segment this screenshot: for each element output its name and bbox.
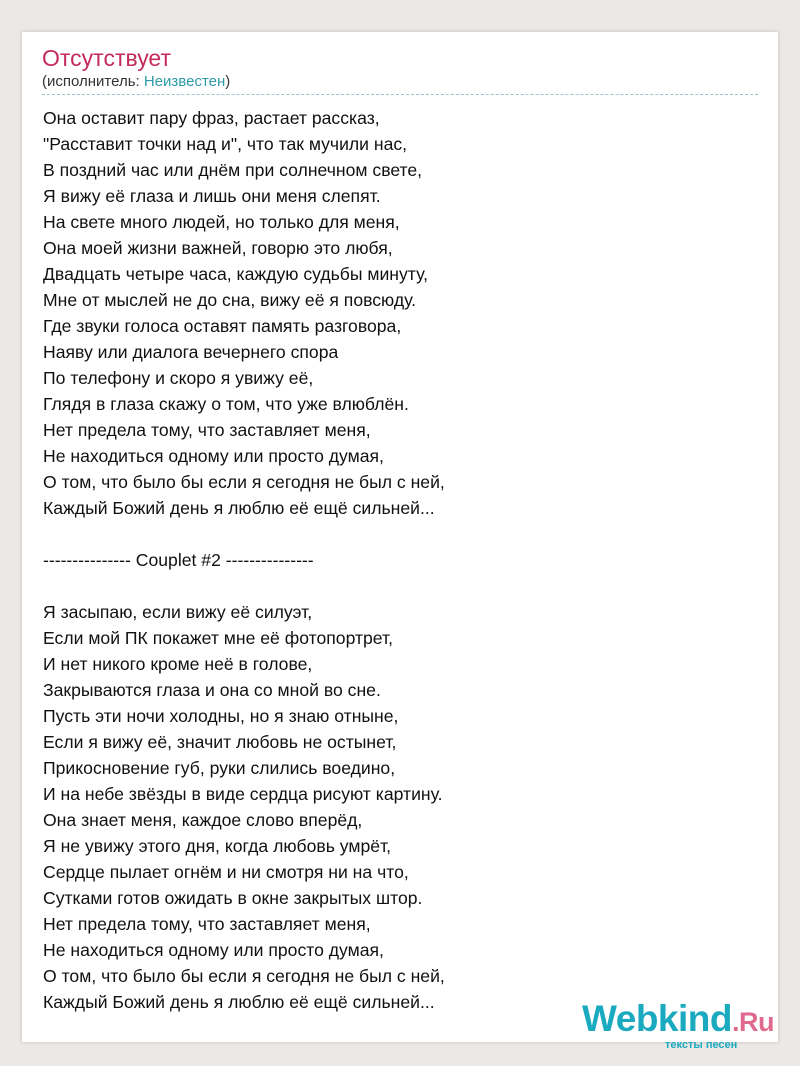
lyric-line: О том, что было бы если я сегодня не был с ней, (43, 472, 445, 492)
lyric-line: И на небе звёзды в виде сердца рисуют картину. (43, 784, 443, 804)
lyric-line: Пусть эти ночи холодны, но я знаю отныне, (43, 706, 399, 726)
subtitle-prefix: (исполнитель: (42, 73, 144, 90)
lyric-line: Если я вижу её, значит любовь не остынет, (43, 732, 397, 752)
lyric-line: Я не увижу этого дня, когда любовь умрёт, (43, 836, 392, 856)
verse-1 (43, 105, 763, 521)
lyric-line: Не находиться одному или просто думая, (43, 446, 384, 466)
lyric-line: Наяву или диалога вечернего спора (43, 342, 339, 362)
lyric-line: По телефону и скоро я увижу её, (43, 368, 314, 388)
song-title: Отсутствует (42, 45, 171, 71)
subtitle-suffix: ) (225, 73, 231, 90)
header-divider (42, 94, 758, 95)
webkind-logo[interactable] (582, 998, 782, 1051)
lyric-line: Прикосновение губ, руки слились воедино, (43, 758, 396, 778)
lyric-line: Каждый Божий день я люблю её ещё сильней... (43, 498, 435, 518)
blank-line (43, 573, 763, 599)
lyric-line: Не находиться одному или просто думая, (43, 940, 384, 960)
lyrics-card (22, 32, 778, 1051)
lyric-line: Сердце пылает огнём и ни смотря ни на что, (43, 862, 409, 882)
lyric-line: О том, что было бы если я сегодня не был с ней, (43, 966, 445, 986)
artist-link[interactable]: Неизвестен (143, 73, 226, 90)
song-subtitle (42, 73, 230, 90)
lyric-line: "Расставит точки над и", что так мучили нас, (43, 134, 408, 154)
logo-name: Webkind (582, 998, 732, 1039)
lyric-line: Двадцать четыре часа, каждую судьбы минуту, (43, 264, 428, 284)
lyric-line: И нет никого кроме неё в голове, (43, 654, 313, 674)
lyric-line: Я вижу её глаза и лишь они меня слепят. (43, 186, 381, 206)
logo-domain: .Ru (732, 1007, 774, 1037)
lyric-line: Если мой ПК покажет мне её фотопортрет, (43, 628, 394, 648)
lyric-line: На свете много людей, но только для меня, (43, 212, 400, 232)
logo-tagline: тексты песен (665, 1039, 738, 1051)
lyric-line: Сутками готов ожидать в окне закрытых штор. (43, 888, 423, 908)
lyric-line: В поздний час или днём при солнечном свете, (43, 160, 423, 180)
lyric-line: Мне от мыслей не до сна, вижу её я повсюду. (43, 290, 417, 310)
lyric-line: Каждый Божий день я люблю её ещё сильней... (43, 992, 435, 1012)
lyric-line: Она оставит пару фраз, растает рассказ, (43, 108, 380, 128)
lyric-line: Закрываются глаза и она со мной во сне. (43, 680, 381, 700)
lyric-line: Она моей жизни важней, говорю это любя, (43, 238, 393, 258)
couplet-separator: --------------- Couplet #2 --------------- (43, 550, 314, 570)
lyric-line: Она знает меня, каждое слово вперёд, (43, 810, 363, 830)
verse-2 (43, 599, 763, 1015)
lyric-line: Где звуки голоса оставят память разговора, (43, 316, 402, 336)
blank-line (43, 521, 763, 547)
lyric-line: Я засыпаю, если вижу её силуэт, (43, 602, 313, 622)
lyric-line: Нет предела тому, что заставляет меня, (43, 914, 371, 934)
lyric-line: Нет предела тому, что заставляет меня, (43, 420, 371, 440)
logo-wordmark (582, 998, 774, 1040)
lyric-line: Глядя в глаза скажу о том, что уже влюблён. (43, 394, 409, 414)
lyrics-text (43, 105, 763, 1015)
